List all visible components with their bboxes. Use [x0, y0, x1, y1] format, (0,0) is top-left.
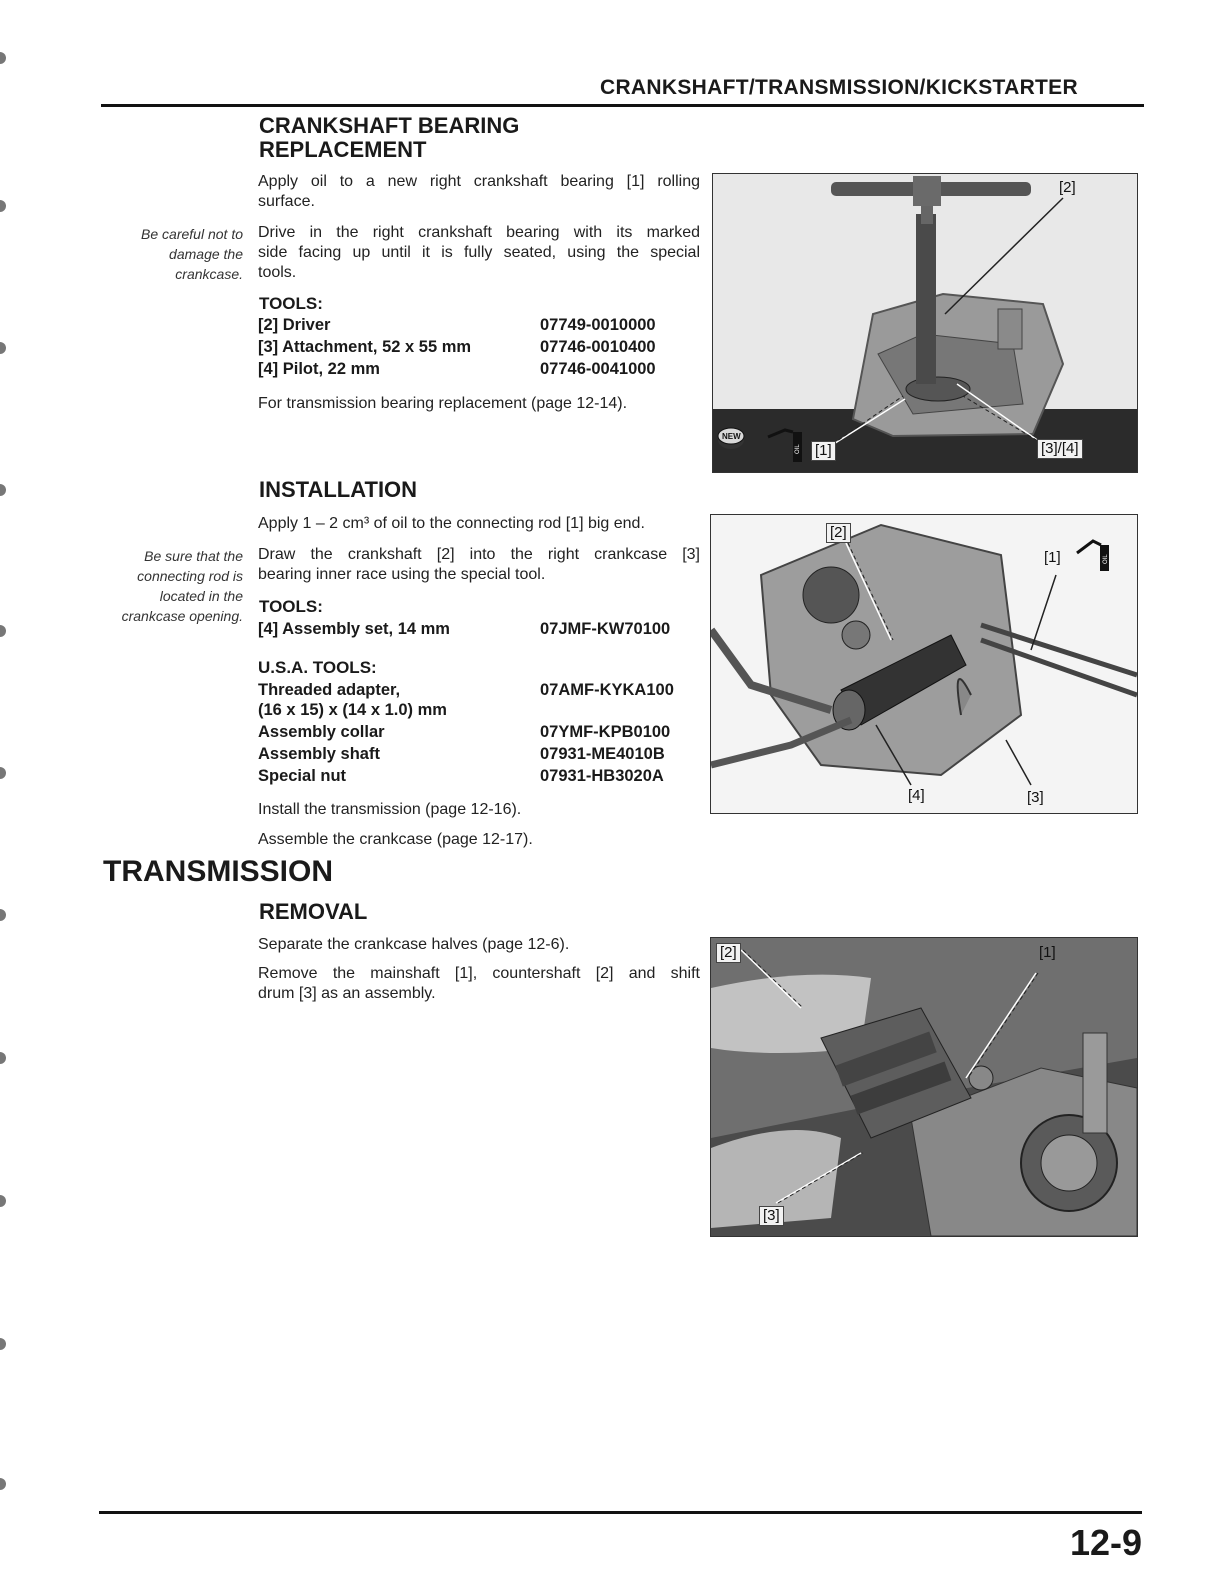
bearing-para1 — [258, 172, 700, 212]
tool-number: 07931-ME4010B — [540, 745, 665, 763]
callout-label: [3] — [759, 1206, 784, 1226]
bearing-title-line1: CRANKSHAFT BEARING — [259, 113, 520, 138]
note-line: connecting rod is — [137, 568, 243, 584]
binder-mark — [0, 484, 6, 496]
note-line: Be careful not to — [141, 226, 243, 242]
tool-name: [4] Assembly set, 14 mm — [258, 620, 450, 638]
tool-name: Special nut — [258, 767, 347, 785]
tool-name: (16 x 15) x (14 x 1.0) mm — [258, 701, 447, 719]
installation-para1: Apply 1 – 2 cm³ of oil to the connecting rod [1] big end. — [258, 515, 645, 532]
note-line: crankcase. — [175, 266, 243, 282]
oil-tag-text: OIL — [795, 444, 801, 454]
oil-tag-text: OIL — [1103, 554, 1109, 564]
binder-mark — [0, 52, 6, 64]
tool-name: Assembly shaft — [258, 745, 380, 763]
bearing-para2-line2: side facing up until it is fully seated, using the special — [258, 244, 700, 261]
bearing-para2-line3: tools. — [258, 264, 297, 281]
tool-name: [3] Attachment, 52 x 55 mm — [258, 338, 472, 356]
tool-number: 07931-HB3020A — [540, 767, 664, 785]
tool-row — [258, 743, 698, 765]
usa-tools-heading: U.S.A. TOOLS: — [258, 658, 377, 677]
binder-mark — [0, 625, 6, 637]
binder-mark — [0, 1338, 6, 1350]
tool-number: 07AMF-KYKA100 — [540, 681, 674, 699]
callout-label: [2] — [1059, 179, 1076, 196]
callout-label: [3] — [1027, 789, 1044, 806]
tool-number: 07746-0041000 — [540, 360, 656, 378]
tool-row — [258, 618, 698, 640]
tool-number: 07746-0010400 — [540, 338, 656, 356]
install-transmission-reference: Install the transmission (page 12-16). — [258, 801, 522, 818]
tool-row — [258, 699, 698, 721]
tool-row — [258, 679, 698, 701]
installation-tools-heading: TOOLS: — [259, 597, 323, 616]
callout-label: [1] — [1039, 944, 1056, 961]
callout-label: [2] — [826, 523, 851, 543]
note-line: located in the — [159, 588, 243, 604]
callout-label: [4] — [908, 787, 925, 804]
usa-tools-table — [258, 679, 698, 789]
bearing-title-line2: REPLACEMENT — [259, 137, 427, 162]
bearing-para2-line1: Drive in the right crankshaft bearing with its marked — [258, 224, 700, 241]
installation-para2-line2: bearing inner race using the special tool. — [258, 566, 546, 583]
tool-row — [258, 314, 698, 336]
tool-number: 07JMF-KW70100 — [540, 620, 671, 638]
new-badge-text: NEW — [722, 432, 741, 441]
assemble-crankcase-reference: Assemble the crankcase (page 12-17). — [258, 831, 533, 848]
tool-row — [258, 765, 698, 787]
bearing-para1-line1: Apply oil to a new right crankshaft bearing [1] rolling — [258, 173, 700, 190]
tool-name: Assembly collar — [258, 723, 385, 741]
figure-bearing-driver-illustration — [713, 174, 1137, 472]
tool-name: Threaded adapter, — [258, 681, 401, 699]
note-line: crankcase opening. — [121, 608, 243, 624]
note-line: Be sure that the — [144, 548, 243, 564]
removal-para2-line2: drum [3] as an assembly. — [258, 985, 436, 1002]
tool-row — [258, 358, 698, 380]
bearing-page-reference: For transmission bearing replacement (page 12-14). — [258, 395, 628, 412]
bearing-para2 — [258, 223, 700, 283]
removal-para1: Separate the crankcase halves (page 12-6). — [258, 936, 570, 953]
page-number: 12-9 — [1070, 1522, 1143, 1563]
binder-mark — [0, 200, 6, 212]
binder-mark — [0, 342, 6, 354]
bearing-tools-heading: TOOLS: — [259, 294, 323, 313]
callout-label: [2] — [716, 943, 741, 963]
tool-number: 07YMF-KPB0100 — [540, 723, 671, 741]
running-header: CRANKSHAFT/TRANSMISSION/KICKSTARTER — [600, 76, 1078, 99]
figure-crankshaft-install-illustration — [711, 515, 1137, 813]
bearing-para1-line2: surface. — [258, 193, 315, 210]
footer-rule — [99, 1511, 1142, 1514]
bearing-tools-table — [258, 314, 698, 380]
installation-para2 — [258, 545, 700, 585]
removal-para2-line1: Remove the mainshaft [1], countershaft [2] and shift — [258, 965, 700, 982]
tool-name: [4] Pilot, 22 mm — [258, 360, 380, 378]
bearing-caution-note — [96, 224, 243, 284]
tool-number: 07749-0010000 — [540, 316, 656, 334]
tool-name: [2] Driver — [258, 316, 331, 334]
figure-transmission-removal-illustration — [711, 938, 1137, 1236]
binder-mark — [0, 1195, 6, 1207]
tool-row — [258, 336, 698, 358]
binder-mark — [0, 1052, 6, 1064]
bearing-title — [259, 114, 519, 162]
callout-label: [1] — [811, 441, 836, 461]
installation-para2-line1: Draw the crankshaft [2] into the right crankcase [3] — [258, 546, 700, 563]
removal-title: REMOVAL — [259, 899, 368, 924]
figure-transmission-removal — [710, 937, 1138, 1237]
installation-title: INSTALLATION — [259, 477, 418, 502]
binder-mark — [0, 1478, 6, 1490]
removal-para2 — [258, 964, 700, 1004]
figure-bearing-driver — [712, 173, 1138, 473]
callout-label: [1] — [1044, 549, 1061, 566]
note-line: damage the — [169, 246, 243, 262]
binder-mark — [0, 767, 6, 779]
new-part-icon — [718, 428, 744, 449]
installation-caution-note — [96, 546, 243, 626]
binder-mark — [0, 909, 6, 921]
callout-label: [3]/[4] — [1037, 439, 1083, 459]
transmission-title: TRANSMISSION — [103, 855, 334, 888]
figure-crankshaft-install — [710, 514, 1138, 814]
tool-row — [258, 721, 698, 743]
header-rule — [101, 104, 1144, 107]
